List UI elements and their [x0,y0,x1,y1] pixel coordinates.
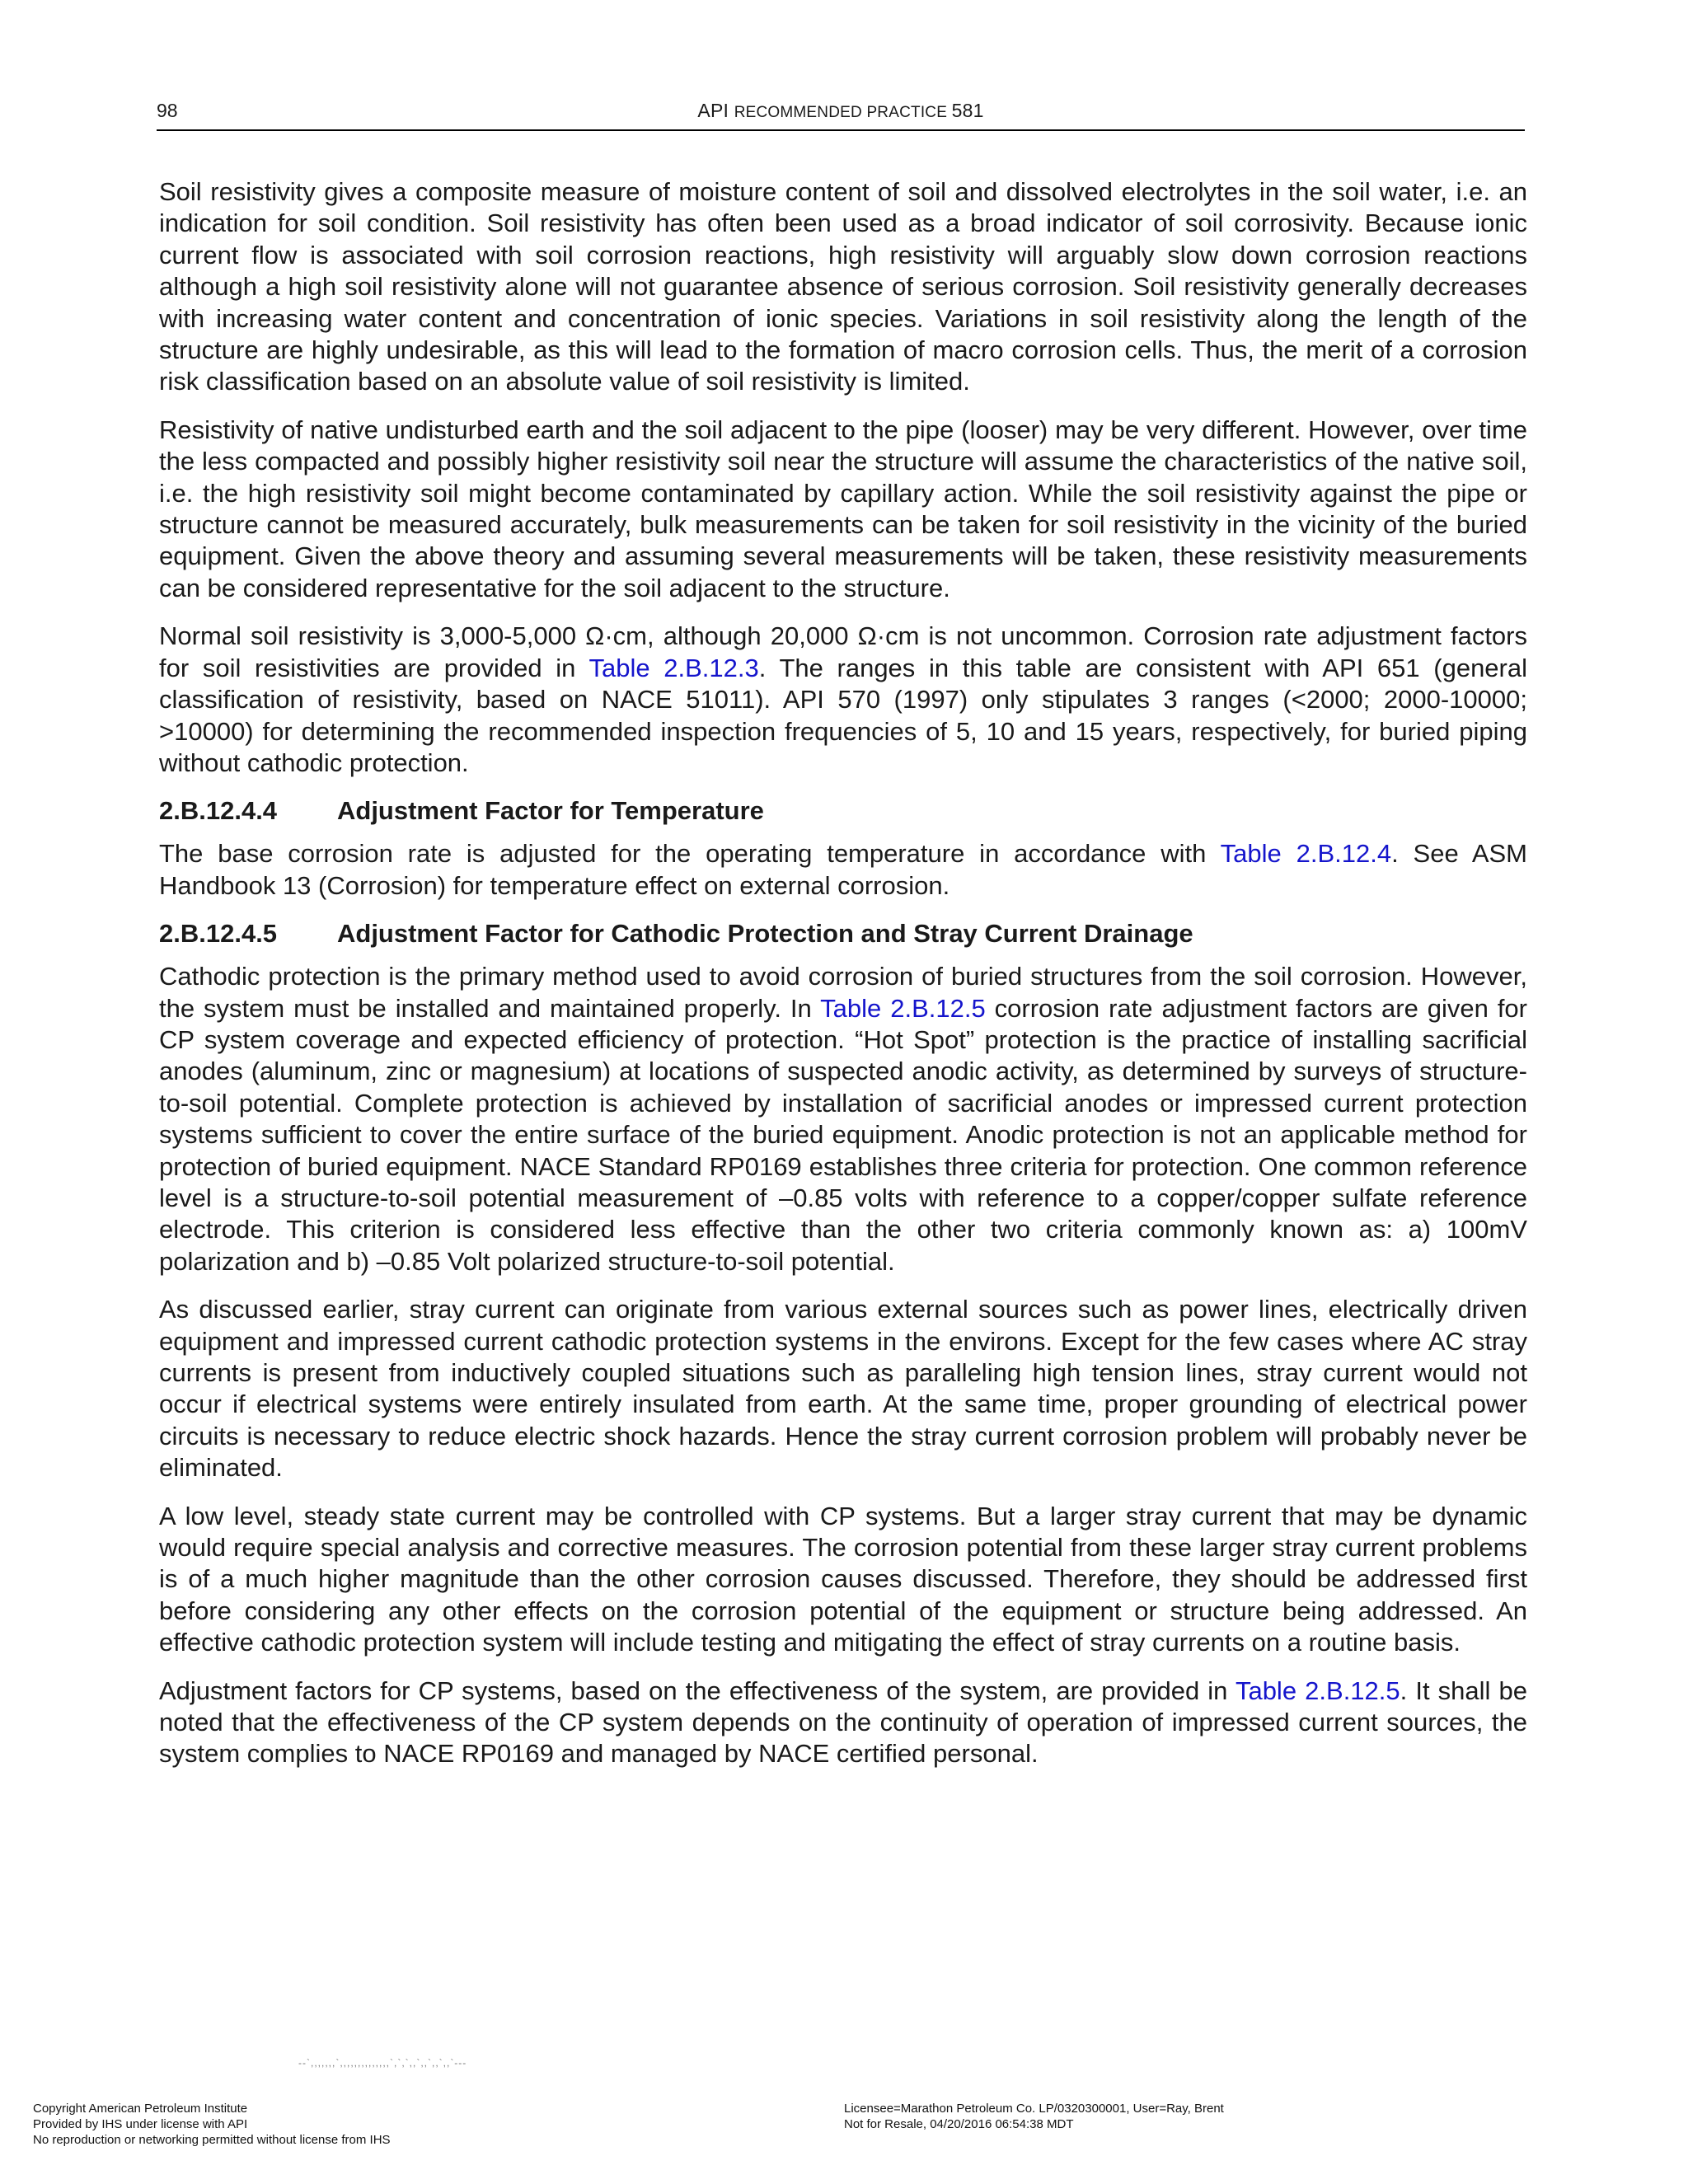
footer-line: Copyright American Petroleum Institute [33,2102,248,2116]
table-link-2b1245[interactable]: Table 2.B.12.5 [820,993,986,1023]
footer-copyright [33,2101,391,2148]
scan-artifact: --`,,,,,,,`,,,,,,,,,,,,,,`,`,`,,`,,`,,`,,`--- [298,2057,467,2069]
section-title: Adjustment Factor for Temperature [337,796,764,826]
paragraph-cp-adjustment [159,1675,1527,1770]
paragraph-native-earth: Resistivity of native undisturbed earth and the soil adjacent to the pipe (looser) may be very different. However, over time the less compacted and possibly higher resistivity soil near the structure will assume the characteristics of the native soil, i.e. the high resistivity soil might become contaminated by capillary action. While the soil resistivity against the pipe or structure cannot be measured accurately, bulk measurements can be taken for soil resistivity in the vicinity of the buried equipment. Given the above theory and assuming several measurements will be taken, these resistivity measurements can be considered representative for the soil adjacent to the structure. [159,415,1527,602]
footer-line: No reproduction or networking permitted without license from IHS [33,2133,391,2147]
paragraph-text: The base corrosion rate is adjusted for the operating temperature in accordance with [159,839,1221,869]
table-link-2b1244[interactable]: Table 2.B.12.4 [1220,839,1392,869]
paragraph-normal-resistivity [159,621,1527,779]
paragraph-text: Adjustment factors for CP systems, based on the effectiveness of the system, are provided in [159,1675,1236,1705]
title-practice: PRACTICE [866,104,952,121]
footer-line: Licensee=Marathon Petroleum Co. LP/0320300001, User=Ray, Brent [844,2102,1224,2116]
page-header [157,96,1525,131]
section-number: 2.B.12.4.4 [159,796,278,826]
table-link-2b1243[interactable]: Table 2.B.12.3 [588,653,759,682]
table-link-2b1245-second[interactable]: Table 2.B.12.5 [1235,1675,1400,1705]
footer-line: Provided by IHS under license with API [33,2117,248,2131]
section-heading-temperature [159,795,1527,827]
paragraph-steady-state: A low level, steady state current may be controlled with CP systems. But a larger stray current that may be dynamic would require special analysis and corrective measures. The corrosion potential from these larger stray current problems is of a much higher magnitude than the other corrosion causes discussed. Therefore, they should be addressed first before considering any other effects on the corrosion potential of the equipment or structure being addressed. An effective cathodic protection system will include testing and mitigating the effect of stray currents on a routine basis. [159,1501,1527,1657]
paragraph-text: corrosion rate adjustment factors are given for CP system coverage and expected efficiency of protection. “Hot Spot” protection is the practice of installing sacrificial anodes (aluminum, zinc or magnesium) at locations of suspected anodic activity, as determined by surveys of structure-to-soil potential. Complete protection is achieved by installation of sacrificial anodes or impressed current protection systems sufficient to cover the entire surface of the buried equipment. Anodic protection is not an applicable method for protection of buried equipment. NACE Standard RP0169 establishes three criteria for protection. One common reference level is a structure-to-soil potential measurement of –0.85 volts with reference to a copper/copper sulfate reference electrode. This criterion is considered less effective than the other two criteria commonly known as: a) 100mV polarization and b) –0.85 Volt polarized structure-to-soil potential. [159,993,1527,1276]
paragraph-temperature [159,838,1527,902]
section-heading-cathodic [159,918,1527,949]
section-number: 2.B.12.4.5 [159,919,278,949]
running-title [157,100,1525,122]
paragraph-text: Normal soil resistivity is 3,000-5,000 Ω·cm, although 20,000 Ω·cm is not uncommon. Corrosion rate adjustment factors for soil resistivities are provided in [159,621,1527,682]
footer-line: Not for Resale, 04/20/2016 06:54:38 MDT [844,2117,1074,2131]
paragraph-text: . See ASM Handbook 13 (Corrosion) for temperature effect on external corrosion. [159,839,1528,900]
paragraph-text: . The ranges in this table are consistent with API 651 (general classification of resistivity, based on NACE 51011). API 570 (1997) only stipulates 3 ranges (<2000; 2000-10000; >10000) for determining the recommended inspection frequencies of 5, 10 and 15 years, respectively, for buried piping without cathodic protection. [159,653,1528,777]
paragraph-stray-current: As discussed earlier, stray current can originate from various external sources such as power lines, electrically driven equipment and impressed current cathodic protection systems in the environs. Except for the few cases where AC stray currents is present from inductively coupled situations such as paralleling high tension lines, stray current would not occur if electrical systems were entirely insulated from earth. At the same time, proper grounding of electrical power circuits is necessary to reduce electric shock hazards. Hence the stray current corrosion problem will probably never be eliminated. [159,1295,1527,1483]
title-number: 581 [951,100,984,121]
page-body [159,176,1527,1787]
title-api: API [697,100,734,121]
section-title: Adjustment Factor for Cathodic Protection and Stray Current Drainage [337,919,1193,949]
paragraph-text: . It shall be noted that the effectiveness of the CP system depends on the continuity of operation of impressed current sources, the system complies to NACE RP0169 and managed by NACE certified personal. [159,1675,1528,1769]
paragraph-soil-resistivity: Soil resistivity gives a composite measure of moisture content of soil and dissolved electrolytes in the soil water, i.e. an indication for soil condition. Soil resistivity has often been used as a broad indicator of soil corrosivity. Because ionic current flow is associated with soil corrosion reactions, high resistivity will arguably slow down corrosion reactions although a high soil resistivity alone will not guarantee absence of serious corrosion. Soil resistivity generally decreases with increasing water content and concentration of ionic species. Variations in soil resistivity along the length of the structure are highly undesirable, as this will lead to the formation of macro corrosion cells. Thus, the merit of a corrosion risk classification based on an absolute value of soil resistivity is limited. [159,177,1527,396]
footer-license [844,2101,1224,2132]
title-recommended: RECOMMENDED [734,104,867,121]
page-number: 98 [157,100,178,121]
paragraph-cathodic-protection [159,961,1527,1277]
paragraph-text: Cathodic protection is the primary method used to avoid corrosion of buried structures from the soil corrosion. However, the system must be installed and maintained properly. In [159,962,1527,1023]
